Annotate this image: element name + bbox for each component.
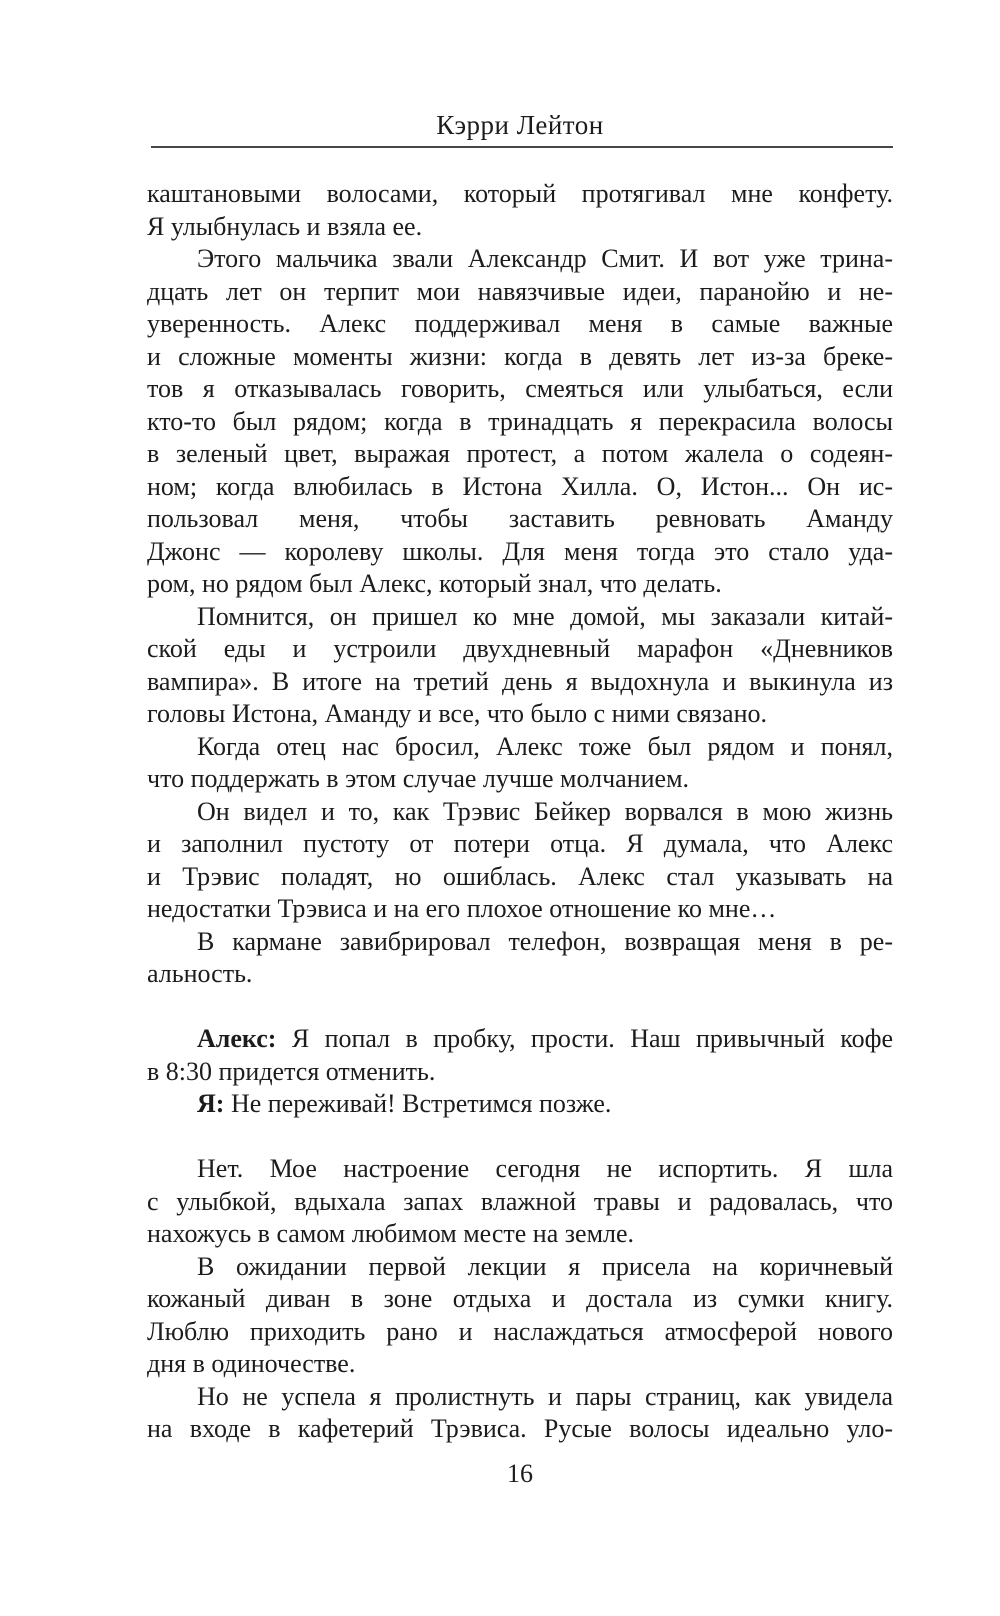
- text-line: [147, 633, 893, 666]
- text-run: кожаный диван в зоне отдыха и достала из сумки книгу.: [147, 1284, 893, 1313]
- text-line: [147, 536, 893, 569]
- text-line: [147, 1348, 893, 1381]
- text-line: [147, 243, 893, 276]
- text-run: ской еды и устроили двухдневный марафон «Дневников: [147, 634, 893, 663]
- text-line: [147, 471, 893, 504]
- text-run: головы Истона, Аманду и все, что было с ними связано.: [147, 699, 768, 728]
- text-line: [147, 893, 893, 926]
- text-body: [147, 178, 893, 1446]
- text-line: [147, 828, 893, 861]
- text-line: [147, 178, 893, 211]
- text-line: [147, 438, 893, 471]
- paragraph: [147, 1088, 893, 1121]
- text-run: каштановыми волосами, который протягивал мне конфету.: [147, 179, 893, 208]
- text-line: [147, 211, 893, 244]
- text-line: [147, 308, 893, 341]
- text-line: [147, 601, 893, 634]
- text-run: Когда отец нас бросил, Алекс тоже был рядом и понял,: [197, 731, 893, 761]
- text-run: и сложные моменты жизни: когда в девять лет из-за бреке-: [147, 341, 893, 371]
- text-run: Помнится, он пришел ко мне домой, мы заказали китай-: [197, 601, 893, 631]
- text-line: [147, 1186, 893, 1219]
- paragraph: [147, 796, 893, 926]
- text-line: [147, 1413, 893, 1446]
- text-run: уверенность. Алекс поддерживал меня в самые важные: [147, 309, 893, 338]
- text-run: Нет. Мое настроение сегодня не испортить. Я шла: [197, 1154, 893, 1183]
- paragraph: [147, 178, 893, 243]
- text-line: [147, 731, 893, 764]
- text-run: кто-то был рядом; когда в тринадцать я перекрасила волосы: [147, 406, 893, 436]
- text-line: [147, 1381, 893, 1414]
- text-line: [147, 1023, 893, 1056]
- text-line: [147, 958, 893, 991]
- text-run: нахожусь в самом любимом месте на земле.: [147, 1219, 635, 1248]
- text-run: ром, но рядом был Алекс, который знал, что делать.: [147, 569, 722, 598]
- text-run: в зеленый цвет, выражая протест, а потом жалела о содеян-: [147, 439, 893, 468]
- text-line: [147, 698, 893, 731]
- text-run: Не переживай! Встретимся позже.: [224, 1089, 612, 1118]
- paragraph: [147, 1251, 893, 1381]
- text-line: [147, 926, 893, 959]
- text-run: в 8:30 придется отменить.: [147, 1056, 436, 1086]
- text-line: [147, 1316, 893, 1349]
- text-run: что поддержать в этом случае лучше молчанием.: [147, 764, 690, 793]
- text-line: [147, 861, 893, 894]
- text-run: и Трэвис поладят, но ошиблась. Алекс стал указывать на: [147, 861, 893, 891]
- paragraph: [147, 1381, 893, 1446]
- speaker-label: Алекс:: [197, 1024, 277, 1053]
- text-run: тов я отказывалась говорить, смеяться или улыбаться, если: [147, 374, 893, 403]
- text-run: дцать лет он терпит мои навязчивые идеи, паранойю и не-: [147, 276, 893, 306]
- header-rule: [151, 146, 893, 148]
- text-line: [147, 1153, 893, 1186]
- text-run: В кармане завибрировал телефон, возвращая меня в ре-: [197, 926, 893, 956]
- text-run: вампира». В итоге на третий день я выдохнула и выкинула из: [147, 666, 893, 696]
- text-run: дня в одиночестве.: [147, 1349, 356, 1378]
- text-run: альность.: [147, 959, 253, 988]
- text-line: [147, 763, 893, 796]
- paragraph: [147, 243, 893, 601]
- text-run: Джонс — королеву школы. Для меня тогда это стало уда-: [147, 536, 893, 566]
- text-line: [147, 568, 893, 601]
- text-line: [147, 1251, 893, 1284]
- paragraph: [147, 926, 893, 991]
- text-line: [147, 503, 893, 536]
- text-run: с улыбкой, вдыхала запах влажной травы и радовалась, что: [147, 1186, 893, 1216]
- text-run: В ожидании первой лекции я присела на коричневый: [197, 1251, 893, 1281]
- text-line: [147, 406, 893, 439]
- paragraph: [147, 1023, 893, 1088]
- running-header-title: Кэрри Лейтон: [436, 110, 604, 140]
- text-line: [147, 666, 893, 699]
- text-run: недостатки Трэвиса и на его плохое отношение ко мне…: [147, 894, 777, 923]
- paragraph: [147, 601, 893, 731]
- text-run: Люблю приходить рано и наслаждаться атмосферой нового: [147, 1316, 893, 1346]
- text-run: ном; когда влюбилась в Истона Хилла. О, Истон... Он ис-: [147, 471, 893, 501]
- text-run: и заполнил пустоту от потери отца. Я думала, что Алекс: [147, 829, 893, 858]
- page-number: 16: [507, 1459, 533, 1488]
- text-line: [147, 1218, 893, 1251]
- text-run: пользовал меня, чтобы заставить ревновать Аманду: [147, 504, 893, 533]
- text-line: [147, 373, 893, 406]
- paragraph: [147, 731, 893, 796]
- paragraph: [147, 1153, 893, 1251]
- text-run: Он видел и то, как Трэвис Бейкер ворвался в мою жизнь: [197, 796, 893, 826]
- text-line: [147, 1088, 893, 1121]
- text-line: [147, 796, 893, 829]
- text-line: [147, 276, 893, 309]
- text-run: Я попал в пробку, прости. Наш привычный кофе: [276, 1024, 893, 1053]
- text-run: Но не успела я пролистнуть и пары страниц, как увидела: [197, 1381, 893, 1411]
- text-run: на входе в кафетерий Трэвиса. Русые волосы идеально уло-: [147, 1414, 893, 1443]
- text-run: Этого мальчика звали Александр Смит. И вот уже трина-: [197, 244, 893, 273]
- text-line: [147, 1056, 893, 1089]
- text-line: [147, 1283, 893, 1316]
- text-run: Я улыбнулась и взяла ее.: [147, 211, 423, 241]
- speaker-label: Я:: [197, 1089, 225, 1118]
- text-line: [147, 341, 893, 374]
